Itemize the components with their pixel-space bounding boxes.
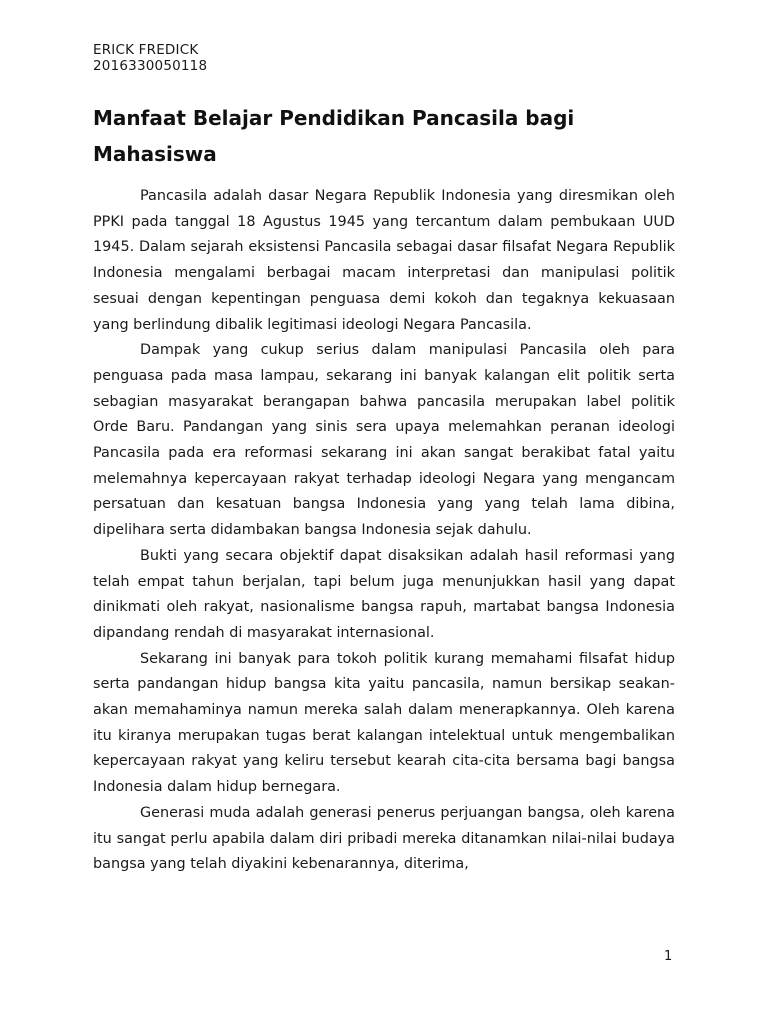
body-paragraph: Pancasila adalah dasar Negara Republik Indonesia yang diresmikan oleh PPKI pada tanggal 18 Agustus 1945 yang tercantum dalam pembukaan UUD 1945. Dalam sejarah eksistensi Pancasila sebagai dasar filsafat Negara Republik Indonesia mengalami berbagai macam interpretasi dan manipulasi politik sesuai dengan kepentingan penguasa demi kokoh dan tegaknya kekuasaan yang berlindung dibalik legitimasi ideologi Negara Pancasila. — [93, 188, 675, 333]
body-paragraph: Bukti yang secara objektif dapat disaksikan adalah hasil reformasi yang telah empat tahun berjalan, tapi belum juga menunjukkan hasil yang dapat dinikmati oleh rakyat, nasionalisme bangsa rapuh, martabat bangsa Indonesia dipandang rendah di masyarakat internasional. — [93, 547, 675, 641]
author-name: ERICK FREDICK — [93, 42, 199, 58]
body-paragraph: Dampak yang cukup serius dalam manipulasi Pancasila oleh para penguasa pada masa lampau, sekarang ini banyak kalangan elit politik serta sebagian masyarakat berangapan bahwa pancasila merupakan label politik Orde Baru. Pandangan yang sinis sera upaya melemahkan peranan ideologi Pancasila pada era reformasi sekarang ini akan sangat berakibat fatal yaitu melemahnya kepercayaan rakyat terhadap ideologi Negara yang mengancam persatuan dan kesatuan bangsa Indonesia yang yang telah lama dibina, dipelihara serta didambakan bangsa Indonesia sejak dahulu. — [93, 342, 675, 539]
body-paragraph: Generasi muda adalah generasi penerus perjuangan bangsa, oleh karena itu sangat perlu apabila dalam diri pribadi mereka ditanamkan nilai-nilai budaya bangsa yang telah diyakini kebenarannya, diterima, — [93, 804, 675, 873]
document-body — [93, 184, 675, 878]
document-header — [93, 42, 207, 74]
document-title: Manfaat Belajar Pendidikan Pancasila bagi Mahasiswa — [93, 106, 575, 166]
body-paragraph: Sekarang ini banyak para tokoh politik kurang memahami filsafat hidup serta pandangan hidup bangsa kita yaitu pancasila, namun bersikap seakan- akan memahaminya namun mereka salah dalam menerapkannya. Oleh karena itu kiranya merupakan tugas berat kalangan intelektual untuk mengembalikan kepercayaan rakyat yang keliru tersebut kearah cita-cita bersama bagi bangsa Indonesia dalam hidup bernegara. — [93, 650, 675, 796]
student-id: 2016330050118 — [93, 58, 208, 74]
page-number: 1 — [664, 949, 673, 964]
